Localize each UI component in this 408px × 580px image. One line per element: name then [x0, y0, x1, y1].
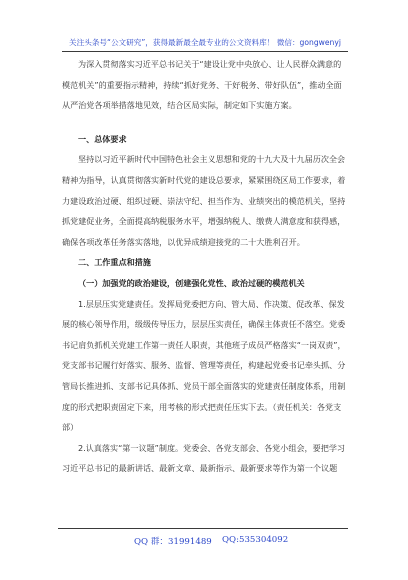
footer-qq: QQ:535304092 — [222, 535, 289, 545]
section-2-heading: 二、工作重点和措施 — [78, 257, 151, 268]
footer-qq-group: QQ 群：31991489 — [134, 537, 212, 547]
section-1-paragraph: 坚持以习近平新时代中国特色社会主义思想和党的十九大及十九届历次全会精神为指导，认真贯彻落实新时代党的建设总要求，紧紧围绕区局工作要求，着力建设政治过硬、组织过硬、崇法守纪、担当作为、业绩突出的模范机关，坚持抓党建促业务，全面提高纳税服务水平，增强纳税人、缴费人满意度和获得感，确保各项改革任务落实落地，以优异成绩迎接党的二十大胜利召开。 — [62, 154, 346, 247]
subsection-1-heading: （一）加强党的政治建设，创建强化党性、政治过硬的模范机关 — [78, 277, 305, 288]
item-2-paragraph: 2.认真落实“第一议题”制度。党委会、各党支部会、各党小组会，要把学习习近平总书记的最新讲话、最新文章、最新指示、最新要求等作为第一个议题 — [62, 442, 346, 474]
item-1-paragraph: 1.层层压实党建责任。发挥局党委把方向、管大局、作决策、促改革、保发展的核心领导作用，级级传导压力，层层压实责任，确保主体责任不落空。党委书记肩负抓机关党建工作第一责任人职责，其他班子成员严格落实“一岗双责”，党支部书记履行好落实、服务、监督、管理等责任，构建起党委书记牵头抓、分管局长推进抓、支部书记具体抓、党员干部全面落实的党建责任制度体系，用制度的形式把职责固定下来，用考核的形式把责任压实下去。（责任机关：各党支部） — [62, 298, 346, 433]
footer-rule — [58, 528, 348, 529]
intro-paragraph: 为深入贯彻落实习近平总书记关于“建设让党中央放心、让人民群众满意的模范机关”的重要指示精神，持续“抓好党务、干好税务、带好队伍”，推动全面从严治党各项举措落地见效，结合区局实际，制定如下实施方案。 — [62, 59, 342, 111]
document-body — [62, 54, 348, 479]
page-header: 关注头条号“公文研究”，获得最新最全最专业的公文资料库！ 微信：gongwenyj — [62, 38, 348, 52]
paragraph-gap — [62, 116, 348, 129]
section-1-heading: 一、总体要求 — [78, 133, 127, 144]
